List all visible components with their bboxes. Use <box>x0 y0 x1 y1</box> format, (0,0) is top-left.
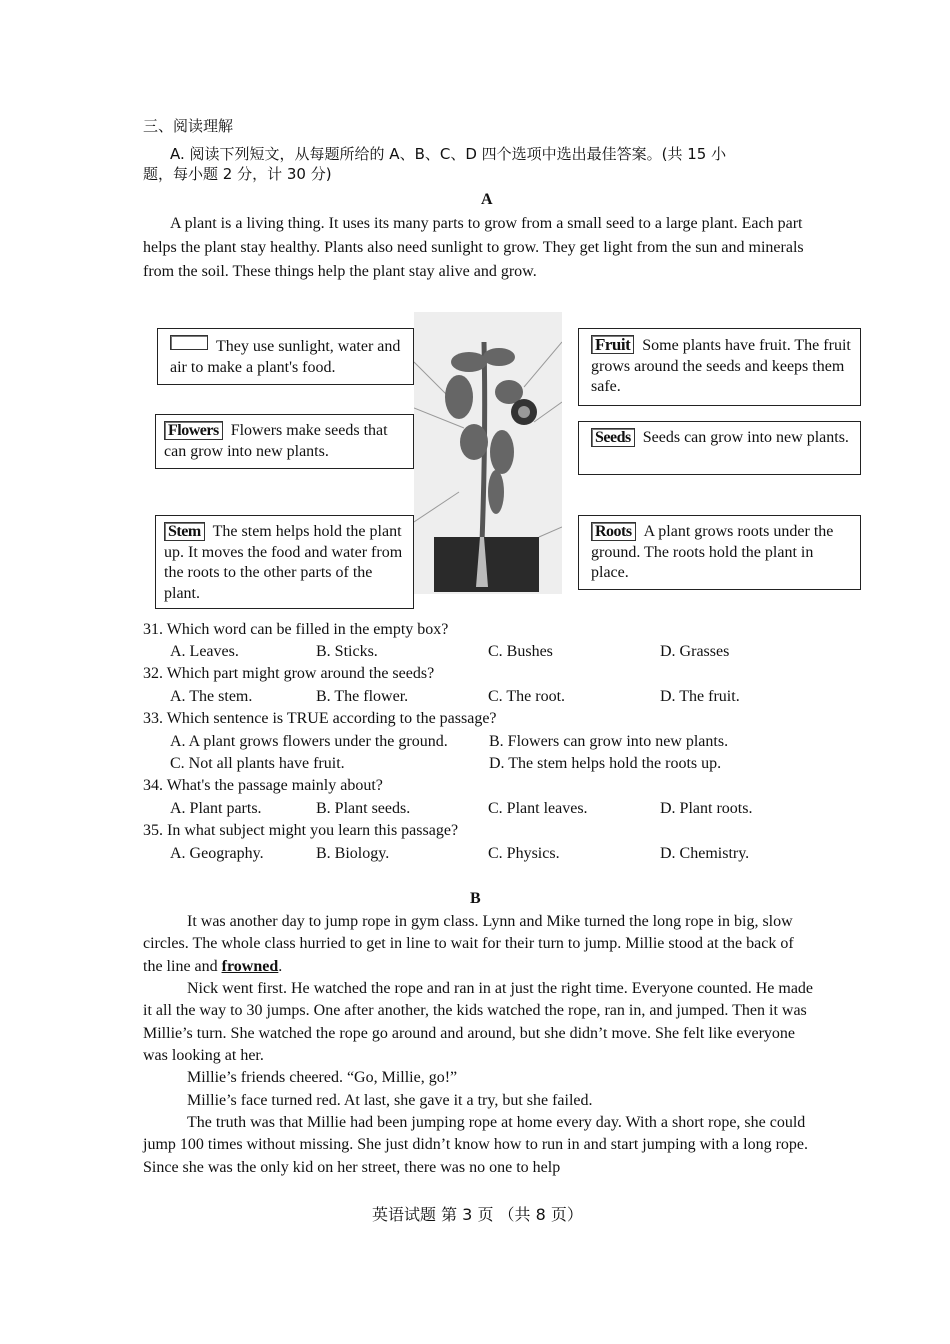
question-35: 35. In what subject might you learn this passage? <box>143 822 459 839</box>
option: A. A plant grows flowers under the ground. <box>170 733 448 750</box>
passage-a-text: A plant is a living thing. It uses its many parts to grow from a small seed to a large plant. Each part helps the plant stay healthy. Plants also need sunlight to grow. They get light from the sun and minerals from the soil. These things help the plant stay alive and grow. <box>143 215 804 280</box>
passage-b-p4: Millie’s face turned red. At last, she gave it a try, but she failed. <box>187 1092 593 1109</box>
parts-box-roots <box>578 515 861 590</box>
option: B. Flowers can grow into new plants. <box>489 733 729 750</box>
plant-illustration <box>414 312 562 594</box>
option: A. Plant parts. <box>170 800 262 817</box>
box-label: Roots <box>591 522 636 541</box>
passage-a-title: A <box>481 191 493 208</box>
question-33: 33. Which sentence is TRUE according to the passage? <box>143 710 497 727</box>
option: A. The stem. <box>170 688 253 705</box>
parts-box-fruit <box>578 328 861 406</box>
box-text: They use sunlight, water and air to make a plant's food. <box>170 338 401 376</box>
parts-box-flowers <box>155 414 414 469</box>
instruction-line2: 题，每小题 2 分，计 30 分) <box>143 165 332 183</box>
box-label: Stem <box>164 522 205 541</box>
empty-blank <box>170 335 208 350</box>
parts-box-empty <box>157 328 414 385</box>
option: C. The root. <box>488 688 566 705</box>
passage-b-p3: Millie’s friends cheered. “Go, Millie, go!” <box>187 1069 458 1086</box>
option: C. Physics. <box>488 845 560 862</box>
section-title: 三、阅读理解 <box>143 117 234 135</box>
parts-box-seeds <box>578 421 861 475</box>
option: B. The flower. <box>316 688 409 705</box>
box-text: Some plants have fruit. The fruit grows around the seeds and keeps them safe. <box>591 337 851 395</box>
question-34: 34. What's the passage mainly about? <box>143 777 383 794</box>
box-text: Seeds can grow into new plants. <box>642 429 849 446</box>
keyword-frowned: frowned <box>221 957 279 975</box>
passage-b-p1 <box>143 911 815 978</box>
box-label: Fruit <box>591 335 634 354</box>
option: D. The fruit. <box>660 688 740 705</box>
question-31: 31. Which word can be filled in the empty box? <box>143 621 449 638</box>
option: D. Grasses <box>660 643 730 660</box>
passage-b-title: B <box>470 890 481 907</box>
option: D. Chemistry. <box>660 845 750 862</box>
option: C. Plant leaves. <box>488 800 588 817</box>
option: C. Not all plants have fruit. <box>170 755 345 772</box>
passage-b-p2: Nick went first. He watched the rope and ran in at just the right time. Everyone counted. He made it all the way to 30 jumps. One after another, the kids watched the rope, ran in, and jumped. Then it was Millie’s turn. She watched the rope go around and around, but she didn’t move. She felt like everyone was looking at her. <box>143 980 814 1064</box>
box-text: Flowers make seeds that can grow into new plants. <box>164 422 388 460</box>
text: . <box>278 957 283 975</box>
option: B. Plant seeds. <box>316 800 411 817</box>
option: D. The stem helps hold the roots up. <box>489 755 722 772</box>
option: B. Biology. <box>316 845 390 862</box>
option: A. Leaves. <box>170 643 239 660</box>
passage-b-p5: The truth was that Millie had been jumping rope at home every day. With a short rope, she could jump 100 times without missing. She just didn’t know how to run in and start jumping with a long rope. Since she was the only kid on her street, there was no one to help <box>143 1114 809 1176</box>
option: A. Geography. <box>170 845 264 862</box>
text: It was another day to jump rope in gym class. Lynn and Mike turned the long rope in big, slow circles. The whole class hurried to get in line to wait for their turn to jump. Millie stood at the back of the line and <box>143 913 794 975</box>
parts-box-stem <box>155 515 414 609</box>
instruction-line1: A. 阅读下列短文，从每题所给的 A、B、C、D 四个选项中选出最佳答案。(共 15 小 <box>170 145 727 163</box>
option: B. Sticks. <box>316 643 378 660</box>
page-footer: 英语试题 第 3 页 （共 8 页） <box>372 1205 583 1224</box>
box-text: A plant grows roots under the ground. The roots hold the plant in place. <box>591 523 834 581</box>
box-label: Seeds <box>591 428 635 447</box>
box-text: The stem helps hold the plant up. It moves the food and water from the roots to the other parts of the plant. <box>164 523 403 602</box>
box-label: Flowers <box>164 421 223 440</box>
option: C. Bushes <box>488 643 553 660</box>
question-32: 32. Which part might grow around the seeds? <box>143 665 435 682</box>
option: D. Plant roots. <box>660 800 753 817</box>
